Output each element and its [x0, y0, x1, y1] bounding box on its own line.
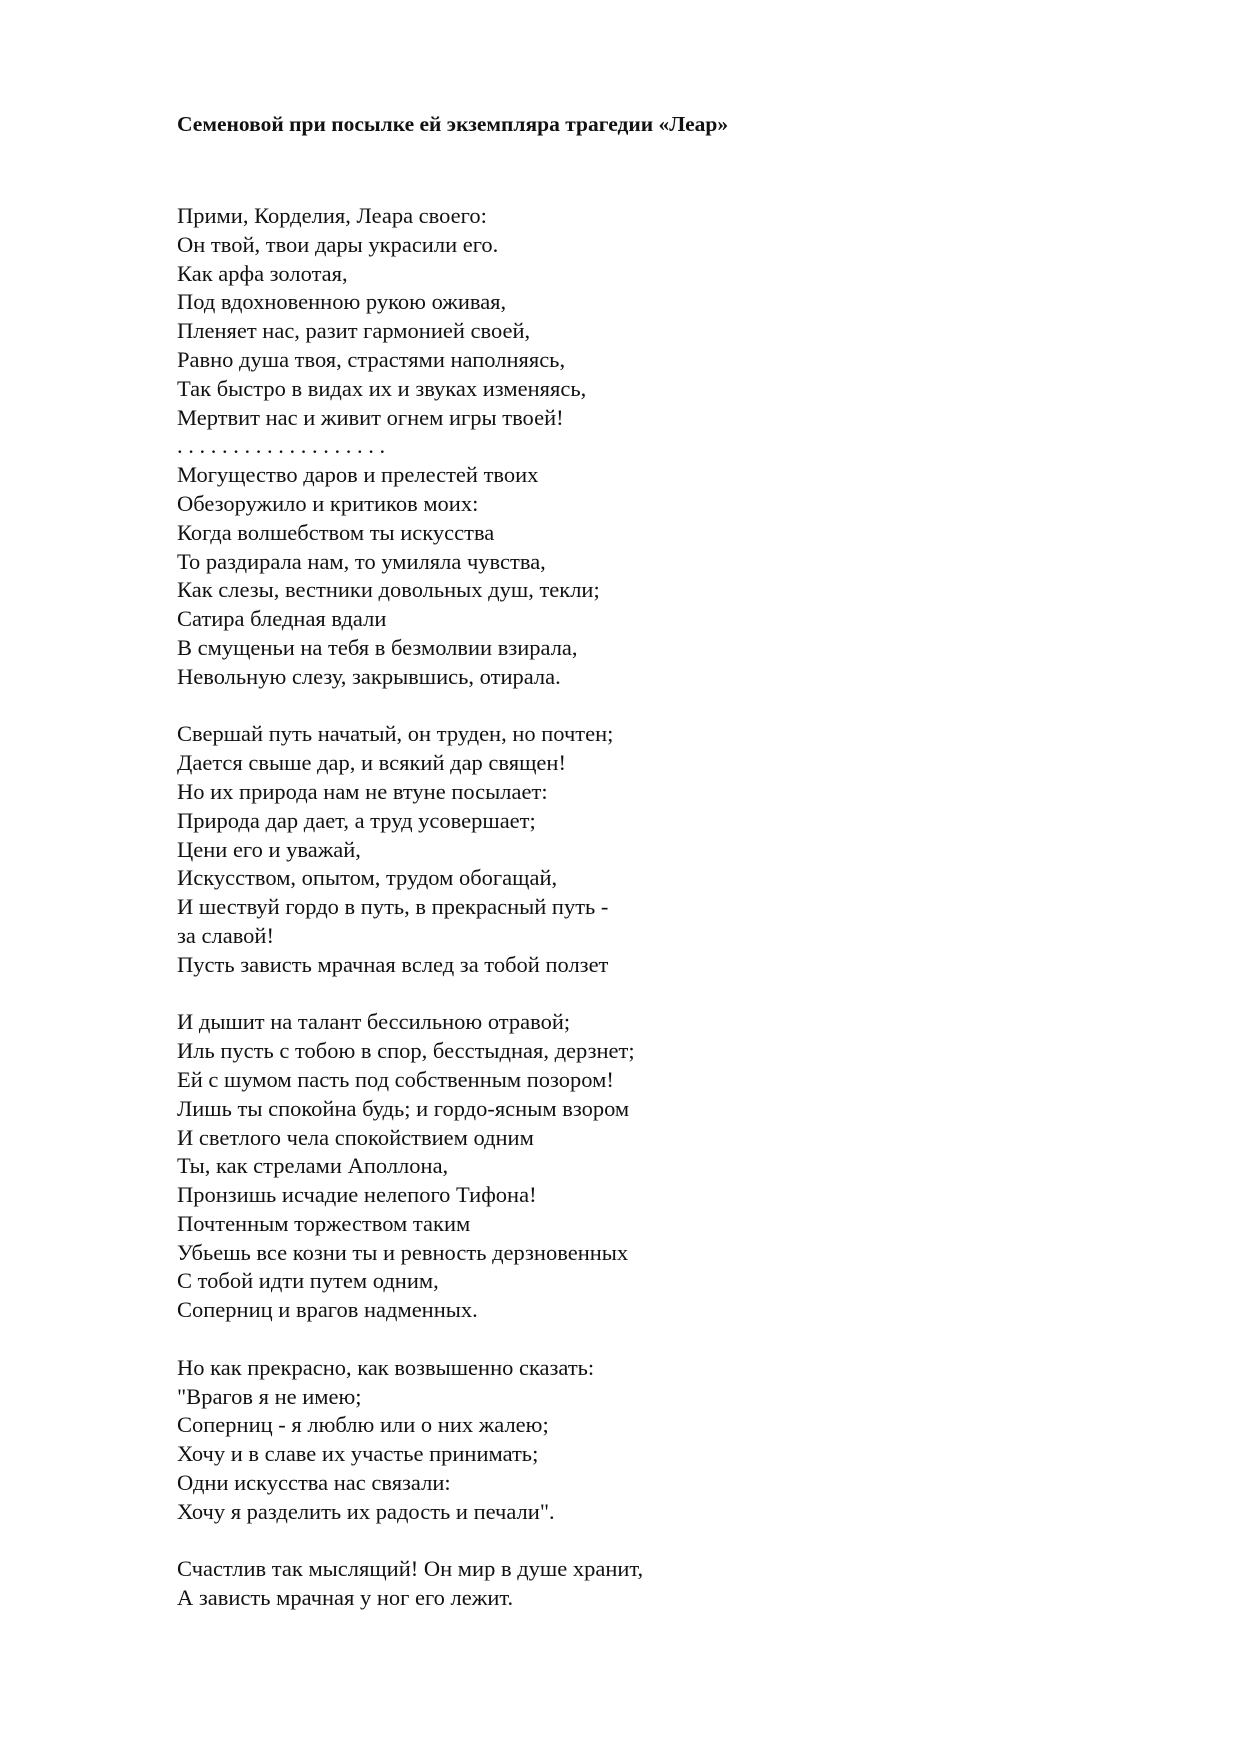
poem-line: Пусть зависть мрачная вслед за тобой ползет	[177, 951, 609, 977]
poem-body	[177, 202, 1137, 1613]
poem-line: Иль пусть с тобою в спор, бесстыдная, дерзнет;	[177, 1038, 635, 1064]
poem-line: Сатира бледная вдали	[177, 606, 387, 632]
poem-line: за славой!	[177, 922, 274, 948]
poem-line: Дается свыше дар, и всякий дар священ!	[177, 750, 566, 776]
poem-line: И светлого чела спокойствием одним	[177, 1124, 534, 1150]
poem-line: Цени его и уважай,	[177, 836, 361, 862]
poem-line: И шествуй гордо в путь, в прекрасный путь -	[177, 894, 609, 920]
poem-line: А зависть мрачная у ног его лежит.	[177, 1585, 514, 1611]
poem-stanza	[177, 1008, 1137, 1325]
poem-line: Но их природа нам не втуне посылает:	[177, 778, 548, 804]
document-page	[177, 110, 1137, 1642]
poem-line: Как слезы, вестники довольных душ, текли;	[177, 577, 600, 603]
poem-line: Под вдохновенною рукою оживая,	[177, 289, 507, 315]
poem-line: Пронзишь исчадие нелепого Тифона!	[177, 1182, 537, 1208]
poem-line: Почтенным торжеством таким	[177, 1210, 471, 1236]
poem-line: Хочу я разделить их радость и печали".	[177, 1498, 555, 1524]
poem-title: Семеновой при посылке ей экземпляра трагедии «Леар»	[177, 112, 729, 136]
poem-line: В смущеньи на тебя в безмолвии взирала,	[177, 634, 578, 660]
poem-line: Ей с шумом пасть под собственным позором!	[177, 1066, 614, 1092]
poem-line: Обезоружило и критиков моих:	[177, 490, 479, 516]
poem-stanza	[177, 720, 1137, 979]
poem-stanza	[177, 1354, 1137, 1527]
poem-line: Свершай путь начатый, он труден, но почтен;	[177, 721, 614, 747]
poem-line: Прими, Корделия, Леара своего:	[177, 203, 487, 228]
poem-line: То раздирала нам, то умиляла чувства,	[177, 548, 546, 574]
poem-line: Он твой, твои дары украсили его.	[177, 231, 499, 257]
poem-line: Соперниц и врагов надменных.	[177, 1297, 478, 1323]
poem-line: Равно душа твоя, страстями наполняясь,	[177, 346, 566, 372]
poem-stanza	[177, 1555, 1137, 1613]
poem-line: "Врагов я не имею;	[177, 1383, 362, 1409]
poem-line: Как арфа золотая,	[177, 260, 348, 286]
poem-line: Могущество даров и прелестей твоих	[177, 462, 539, 488]
poem-line: Убьешь все козни ты и ревность дерзновенных	[177, 1239, 629, 1265]
poem-line: Когда волшебством ты искусства	[177, 519, 495, 545]
poem-line: Так быстро в видах их и звуках изменяясь,	[177, 375, 587, 401]
poem-line: Пленяет нас, разит гармонией своей,	[177, 318, 531, 344]
poem-line: . . . . . . . . . . . . . . . . . . .	[177, 433, 386, 459]
poem-line: Хочу и в славе их участье принимать;	[177, 1441, 539, 1467]
poem-line: Счастлив так мыслящий! Он мир в душе хранит,	[177, 1556, 644, 1582]
poem-line: Мертвит нас и живит огнем игры твоей!	[177, 404, 564, 430]
poem-line: Искусством, опытом, трудом обогащай,	[177, 865, 558, 891]
poem-line: И дышит на талант бессильною отравой;	[177, 1009, 571, 1035]
poem-line: Лишь ты спокойна будь; и гордо-ясным взором	[177, 1095, 630, 1121]
poem-line: Одни искусства нас связали:	[177, 1470, 451, 1496]
poem-line: Природа дар дает, а труд усовершает;	[177, 807, 536, 833]
poem-line: Соперниц - я люблю или о них жалею;	[177, 1412, 549, 1438]
poem-line: С тобой идти путем одним,	[177, 1268, 439, 1294]
poem-line: Ты, как стрелами Аполлона,	[177, 1153, 449, 1179]
poem-line: Невольную слезу, закрывшись, отирала.	[177, 663, 561, 689]
poem-line: Но как прекрасно, как возвышенно сказать:	[177, 1354, 595, 1380]
poem-stanza	[177, 202, 1137, 692]
